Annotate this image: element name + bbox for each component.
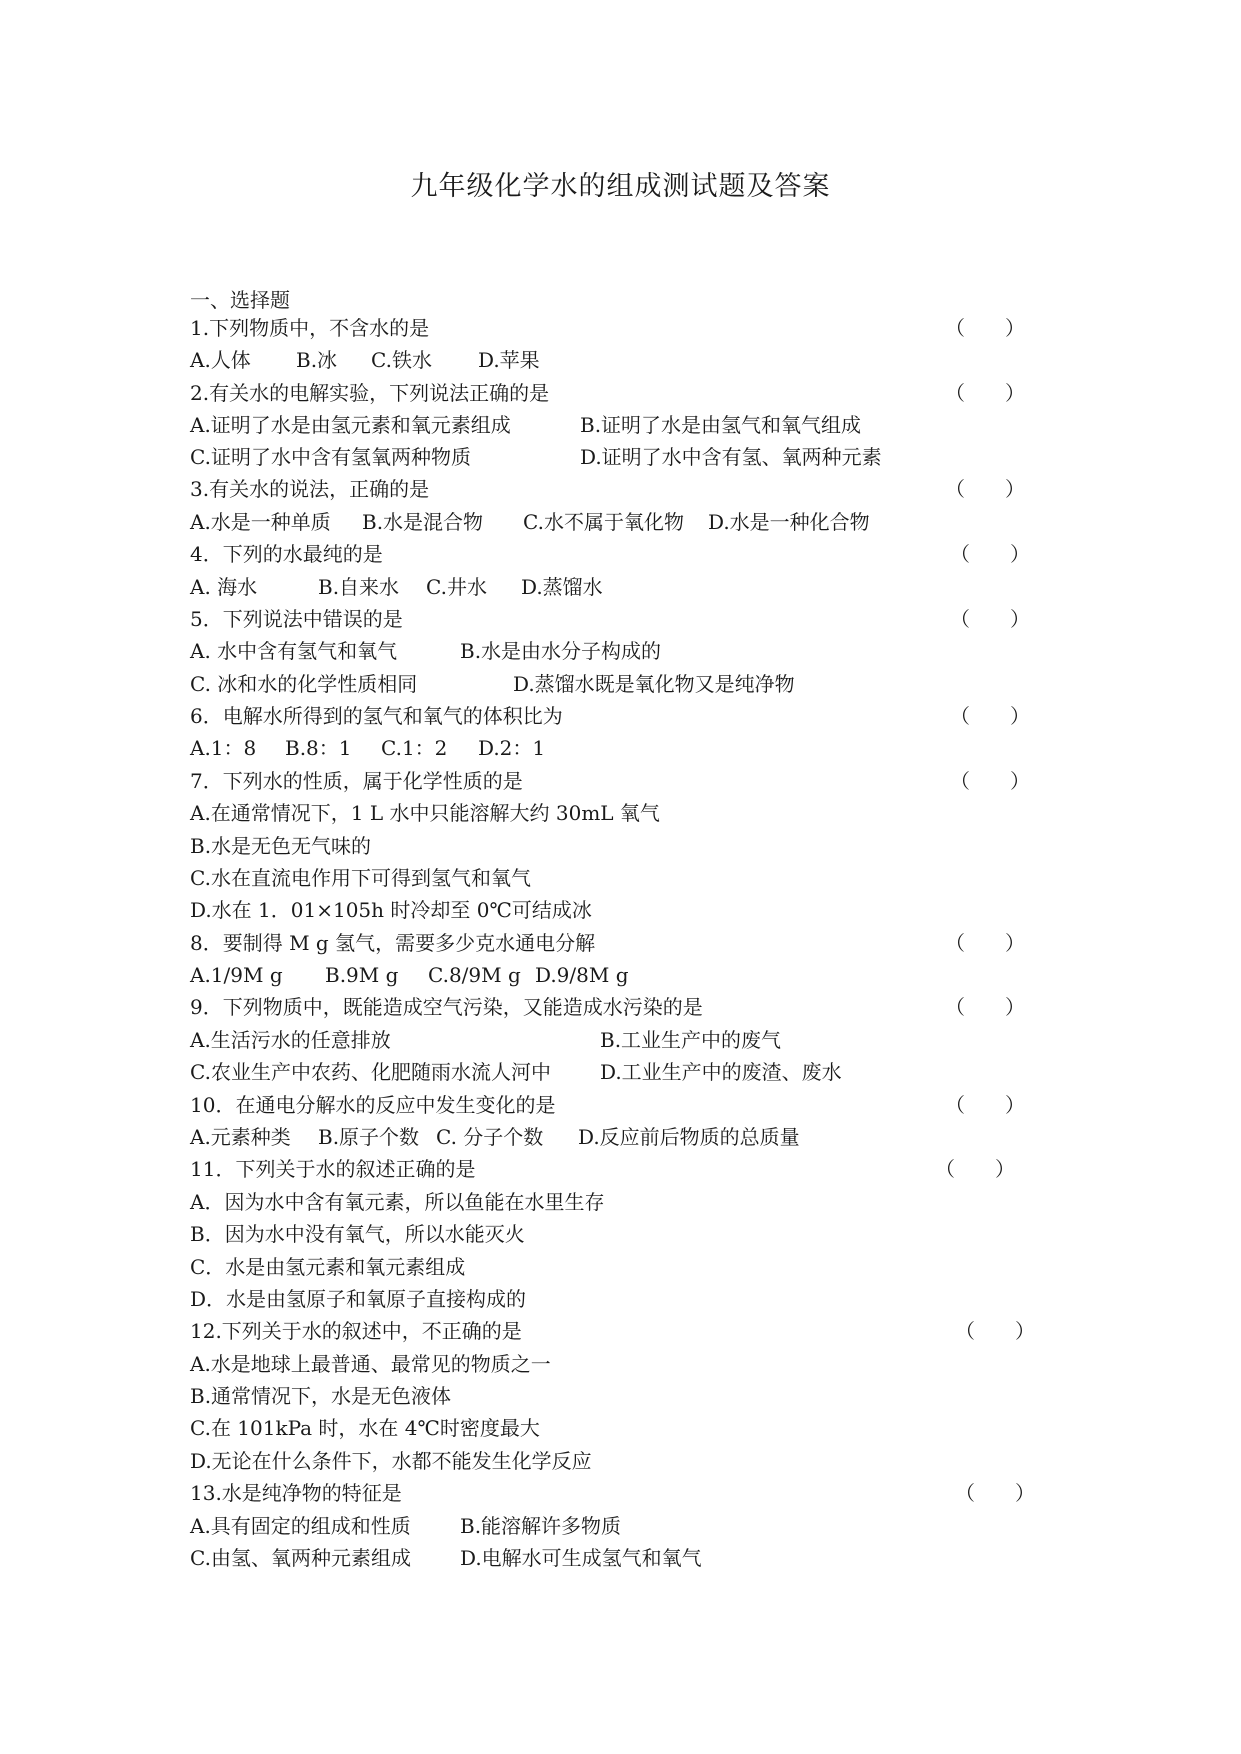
answer-blank: （ ） [955, 1319, 1035, 1343]
answer-blank: （ ） [950, 769, 1030, 793]
option-text: A.水是一种单质 [190, 510, 331, 534]
option-text: D.9/8M g [535, 963, 629, 987]
option-text: B.水是由水分子构成的 [460, 639, 662, 663]
answer-blank: （ ） [945, 1093, 1025, 1117]
option-text: B.证明了水是由氢气和氧气组成 [580, 413, 862, 437]
question-stem: 11．下列关于水的叙述正确的是 [190, 1157, 476, 1181]
option-text: B.自来水 [318, 575, 400, 599]
option-text: D.水是一种化合物 [708, 510, 870, 534]
question-stem: 8．要制得 M g 氢气，需要多少克水通电分解 [190, 931, 596, 955]
option-text: D.电解水可生成氢气和氧气 [460, 1546, 702, 1570]
option-text: C.由氢、氧两种元素组成 [190, 1546, 411, 1570]
option-text: A.在通常情况下，1 L 水中只能溶解大约 30mL 氧气 [190, 801, 660, 825]
option-text: C．水是由氢元素和氧元素组成 [190, 1255, 466, 1279]
option-text: A. 海水 [190, 575, 258, 599]
option-text: B.工业生产中的废气 [600, 1028, 782, 1052]
option-text: A.人体 [190, 348, 251, 372]
option-text: B.水是混合物 [362, 510, 484, 534]
option-text: B.8：1 [285, 736, 352, 760]
option-text: A．因为水中含有氧元素，所以鱼能在水里生存 [190, 1190, 605, 1214]
option-text: D.工业生产中的废渣、废水 [600, 1060, 842, 1084]
question-stem: 12.下列关于水的叙述中，不正确的是 [190, 1319, 522, 1343]
option-text: A.水是地球上最普通、最常见的物质之一 [190, 1352, 551, 1376]
option-text: D．水是由氢原子和氧原子直接构成的 [190, 1287, 527, 1311]
answer-blank: （ ） [945, 931, 1025, 955]
option-text: C.1：2 [381, 736, 448, 760]
option-text: A.1/9M g [190, 963, 283, 987]
option-text: D.2：1 [478, 736, 546, 760]
answer-blank: （ ） [950, 607, 1030, 631]
option-text: C.8/9M g [428, 963, 521, 987]
question-stem: 4．下列的水最纯的是 [190, 542, 383, 566]
option-text: C. 冰和水的化学性质相同 [190, 672, 418, 696]
option-text: A.生活污水的任意排放 [190, 1028, 391, 1052]
option-text: B.能溶解许多物质 [460, 1514, 622, 1538]
question-stem: 9．下列物质中，既能造成空气污染，又能造成水污染的是 [190, 995, 703, 1019]
option-text: A.元素种类 [190, 1125, 291, 1149]
option-text: B．因为水中没有氧气，所以水能灭火 [190, 1222, 525, 1246]
option-text: D.证明了水中含有氢、氧两种元素 [580, 445, 882, 469]
option-text: D.蒸馏水既是氧化物又是纯净物 [513, 672, 795, 696]
option-text: C.水在直流电作用下可得到氢气和氧气 [190, 866, 531, 890]
question-stem: 3.有关水的说法，正确的是 [190, 477, 430, 501]
answer-blank: （ ） [945, 316, 1025, 340]
answer-blank: （ ） [935, 1157, 1015, 1181]
question-stem: 5．下列说法中错误的是 [190, 607, 403, 631]
option-text: C.证明了水中含有氢氧两种物质 [190, 445, 471, 469]
option-text: C.农业生产中农药、化肥随雨水流人河中 [190, 1060, 551, 1084]
question-stem: 7．下列水的性质，属于化学性质的是 [190, 769, 523, 793]
option-text: C.井水 [426, 575, 487, 599]
option-text: A.具有固定的组成和性质 [190, 1514, 411, 1538]
question-stem: 6．电解水所得到的氢气和氧气的体积比为 [190, 704, 563, 728]
answer-blank: （ ） [955, 1481, 1035, 1505]
question-stem: 10．在通电分解水的反应中发生变化的是 [190, 1093, 556, 1117]
page-title: 九年级化学水的组成测试题及答案 [410, 171, 831, 202]
option-text: D.苹果 [478, 348, 540, 372]
answer-blank: （ ） [950, 704, 1030, 728]
question-stem: 13.水是纯净物的特征是 [190, 1481, 402, 1505]
option-text: A. 水中含有氢气和氧气 [190, 639, 398, 663]
question-stem: 2.有关水的电解实验，下列说法正确的是 [190, 381, 550, 405]
section-heading: 一、选择题 [190, 288, 290, 312]
option-text: D.水在 1．01×105h 时冷却至 0℃可结成冰 [190, 898, 592, 922]
option-text: D.蒸馏水 [521, 575, 603, 599]
option-text: C.在 101kPa 时，水在 4℃时密度最大 [190, 1416, 540, 1440]
option-text: A.证明了水是由氢元素和氧元素组成 [190, 413, 511, 437]
option-text: C.水不属于氧化物 [523, 510, 684, 534]
answer-blank: （ ） [950, 542, 1030, 566]
option-text: D.无论在什么条件下，水都不能发生化学反应 [190, 1449, 592, 1473]
option-text: B.通常情况下，水是无色液体 [190, 1384, 452, 1408]
answer-blank: （ ） [945, 381, 1025, 405]
option-text: C.铁水 [371, 348, 432, 372]
option-text: B.水是无色无气味的 [190, 834, 372, 858]
option-text: A.1：8 [190, 736, 257, 760]
option-text: B.原子个数 [318, 1125, 420, 1149]
option-text: B.冰 [296, 348, 338, 372]
answer-blank: （ ） [945, 995, 1025, 1019]
option-text: D.反应前后物质的总质量 [578, 1125, 800, 1149]
answer-blank: （ ） [945, 477, 1025, 501]
option-text: B.9M g [325, 963, 399, 987]
option-text: C. 分子个数 [436, 1125, 544, 1149]
question-stem: 1.下列物质中，不含水的是 [190, 316, 430, 340]
